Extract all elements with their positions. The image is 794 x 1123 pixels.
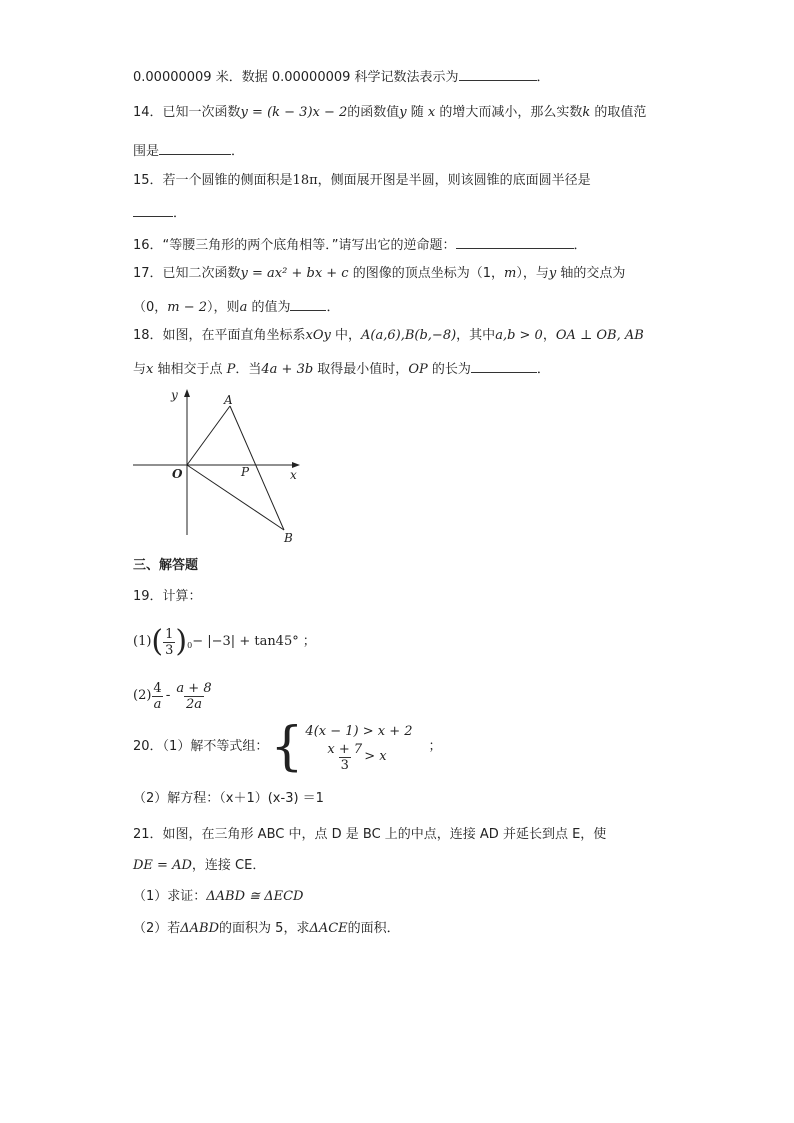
q17-math: y = ax² + bx + c (240, 266, 349, 281)
q19-p2-label: (2) (133, 688, 152, 703)
q18-math: xOy (305, 328, 331, 343)
q18-text: 中， (330, 328, 362, 343)
label-A: A (224, 393, 233, 407)
q14-text: 的增大而减小，那么实数 (435, 105, 583, 120)
inequality-2 (325, 742, 386, 773)
q18-math: P (226, 362, 236, 377)
q14-line1 (133, 104, 646, 122)
fraction-numerator: a + 8 (176, 680, 212, 696)
q17-end: ． (326, 300, 340, 315)
q18-text: ，其中 (456, 328, 496, 343)
q17-line2 (133, 297, 339, 317)
fraction-denominator: 2a (185, 696, 203, 712)
q21-text: 的面积为 5，求 (219, 921, 310, 936)
q18-text: 18．如图，在平面直角坐标系 (133, 328, 306, 343)
q14-math-eq: = (k − 3)x − 2 (247, 105, 348, 120)
q20-semicolon: ； (428, 739, 442, 754)
q17-math: m − 2 (167, 300, 208, 315)
label-P: P (241, 465, 250, 479)
q18-math: A(a,6),B(b,−8) (361, 328, 457, 343)
q17-line1 (133, 265, 625, 283)
answer-blank[interactable] (471, 359, 537, 373)
q14-text: 随 (406, 105, 428, 120)
answer-blank[interactable] (159, 141, 231, 155)
q17-math: a (239, 300, 248, 315)
fraction (174, 681, 213, 712)
q21-math: DE = AD (133, 858, 192, 873)
label-O: O (172, 467, 183, 481)
q16-end: ． (573, 238, 587, 253)
q14-math: y (399, 105, 407, 120)
q18-end: ． (536, 362, 550, 377)
fraction-denominator: 3 (165, 642, 174, 658)
answer-blank[interactable] (456, 235, 574, 249)
q19-part2 (133, 676, 214, 716)
q17-text: 轴的交点为 (556, 266, 626, 281)
q14-text: 的函数值 (347, 105, 400, 120)
paren-left: ( (151, 624, 164, 659)
fraction-denominator: a (153, 696, 162, 712)
q21-text: 的面积． (347, 921, 400, 936)
q20-text: 20．（1）解不等式组： (133, 739, 269, 754)
q18-line1 (133, 327, 644, 345)
q17-math: m (504, 266, 517, 281)
q21-text: （1）求证： (133, 889, 207, 904)
minus-sign: - (165, 688, 171, 703)
q19-p1-label: (1) (133, 634, 152, 649)
q17-text: ），则 (207, 300, 240, 315)
q19-p1-expression: − |−3| + tan45° (192, 634, 299, 649)
label-x: x (290, 468, 297, 482)
fraction (163, 627, 175, 658)
inequality-system (305, 722, 412, 773)
answer-blank[interactable] (459, 67, 537, 81)
q14-text: 的取值范 (590, 105, 647, 120)
q14-math: k (582, 105, 591, 120)
q21-math: ΔACE (309, 921, 348, 936)
q14-line2 (133, 141, 244, 161)
q18-text: ．当 (235, 362, 262, 377)
inequality-1: 4(x − 1) > x + 2 (305, 723, 413, 739)
q21-line2 (133, 857, 265, 875)
q20-part2: （2）解方程：（x＋1）(x-3) ＝1 (133, 791, 324, 806)
y-axis-arrow (184, 389, 190, 397)
q16-line (133, 235, 587, 255)
q18-math: 4a + 3b (261, 362, 314, 377)
q21-math: ΔABD (180, 921, 220, 936)
q14-text: 围是 (133, 144, 160, 159)
q17-math: y (548, 266, 557, 281)
section-heading: 三、解答题 (133, 558, 199, 573)
q21-math: ΔABD ≅ ΔECD (206, 889, 304, 904)
q18-text: ， (542, 328, 556, 343)
q18-math: OA ⊥ OB, AB (555, 328, 644, 343)
q16-text: 16．“等腰三角形的两个底角相等．”请写出它的逆命题： (133, 238, 456, 253)
q17-text: （0， (133, 300, 168, 315)
q14-math: x (427, 105, 436, 120)
q21-part2 (133, 920, 400, 938)
q18-text: 的长为 (427, 362, 471, 377)
fraction-numerator: 4 (153, 680, 162, 696)
q18-text: 取得最小值时， (313, 362, 409, 377)
brace-left: { (270, 717, 304, 777)
q13-tail (133, 67, 550, 87)
q18-text: 轴相交于点 (153, 362, 227, 377)
q21-line1: 21．如图，在三角形 ABC 中，点 D 是 BC 上的中点，连接 AD 并延长到点 E，使 (133, 827, 607, 842)
q14-end: ． (231, 144, 245, 159)
q17-text: 的值为 (247, 300, 291, 315)
fraction-numerator: x + 7 (327, 741, 363, 757)
q13-end: ． (536, 70, 550, 85)
exponent: 0 (187, 641, 193, 650)
q17-text: 的图像的顶点坐标为（1， (348, 266, 504, 281)
q21-text: （2）若 (133, 921, 181, 936)
label-y: y (171, 388, 178, 402)
q14-math: y (240, 105, 248, 120)
q19-title: 19．计算： (133, 589, 202, 604)
answer-blank[interactable] (133, 203, 173, 217)
fraction-denominator: 3 (340, 757, 349, 773)
q15-line1 (133, 172, 591, 190)
q15-line2 (133, 203, 186, 223)
answer-blank[interactable] (290, 297, 326, 311)
q15-math: 18π (292, 173, 318, 188)
q15-end: ． (173, 206, 187, 221)
q15-text: ，侧面展开图是半圆，则该圆锥的底面圆半径是 (317, 173, 591, 188)
q18-math: a,b > 0 (495, 328, 543, 343)
coordinate-figure (130, 385, 305, 545)
paren-right: ) (175, 624, 188, 659)
q15-text: 15．若一个圆锥的侧面积是 (133, 173, 293, 188)
q17-text: 17．已知二次函数 (133, 266, 241, 281)
q13-text: 0.00000009 米．数据 0.00000009 科学记数法表示为 (133, 70, 459, 85)
q18-math: x (146, 362, 154, 377)
q19-part1 (133, 620, 316, 664)
inequality-rhs: > x (364, 749, 387, 764)
fraction (151, 681, 163, 712)
label-B: B (284, 531, 293, 545)
q18-text: 与 (133, 362, 147, 377)
q17-text: ），与 (516, 266, 549, 281)
q18-line2 (133, 359, 550, 379)
q20-part1 (133, 718, 442, 776)
q21-text: ，连接 CE． (191, 858, 266, 873)
q21-part1 (133, 888, 303, 906)
fraction-numerator: 1 (165, 626, 174, 642)
fraction (325, 742, 364, 773)
segment-OA (187, 406, 230, 465)
q19-p1-end: ； (302, 634, 316, 649)
q14-text: 14．已知一次函数 (133, 105, 241, 120)
q18-math: OP (408, 362, 428, 377)
